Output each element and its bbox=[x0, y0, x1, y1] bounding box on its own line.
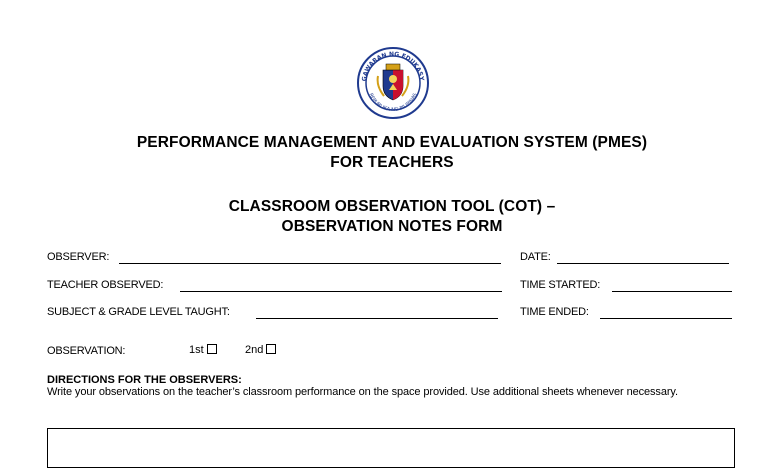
checkbox-1st[interactable] bbox=[207, 344, 217, 354]
observation-option-1st-label: 1st bbox=[189, 344, 204, 356]
date-label: DATE: bbox=[520, 251, 551, 263]
observer-label: OBSERVER: bbox=[47, 251, 110, 263]
teacher-observed-label: TEACHER OBSERVED: bbox=[47, 279, 164, 291]
seal-ring-text-top: GAWARAN NG EDUKASY bbox=[360, 50, 425, 82]
seal-ring-text-bottom: REPUBLIKA NG PILIPINAS bbox=[367, 92, 419, 114]
directions-text: Write your observations on the teacher’s classroom performance on the space provided. Use additional sheets whenever necessary. bbox=[47, 386, 678, 398]
observation-option-1st[interactable] bbox=[189, 344, 217, 357]
form-subtitle-line-1: CLASSROOM OBSERVATION TOOL (COT) – bbox=[228, 198, 556, 215]
form-subtitle-line-2: OBSERVATION NOTES FORM bbox=[281, 218, 503, 235]
form-title-line-1: PERFORMANCE MANAGEMENT AND EVALUATION SYSTEM (PMES) bbox=[136, 134, 648, 151]
directions-title: DIRECTIONS FOR THE OBSERVERS: bbox=[47, 374, 242, 386]
observation-option-2nd[interactable] bbox=[245, 344, 276, 357]
observer-field[interactable] bbox=[119, 263, 501, 264]
observation-label: OBSERVATION: bbox=[47, 345, 126, 357]
form-title-line-2: FOR TEACHERS bbox=[330, 154, 454, 171]
seal-icon bbox=[356, 46, 430, 120]
observation-option-2nd-label: 2nd bbox=[245, 344, 264, 356]
date-field[interactable] bbox=[557, 263, 729, 264]
teacher-observed-field[interactable] bbox=[180, 291, 502, 292]
observation-notes-box[interactable] bbox=[47, 428, 735, 468]
time-ended-field[interactable] bbox=[600, 318, 732, 319]
subject-grade-field[interactable] bbox=[256, 318, 498, 319]
checkbox-2nd[interactable] bbox=[266, 344, 276, 354]
subject-grade-label: SUBJECT & GRADE LEVEL TAUGHT: bbox=[47, 306, 230, 318]
deped-seal bbox=[356, 46, 430, 120]
time-started-field[interactable] bbox=[612, 291, 732, 292]
time-ended-label: TIME ENDED: bbox=[520, 306, 589, 318]
time-started-label: TIME STARTED: bbox=[520, 279, 601, 291]
